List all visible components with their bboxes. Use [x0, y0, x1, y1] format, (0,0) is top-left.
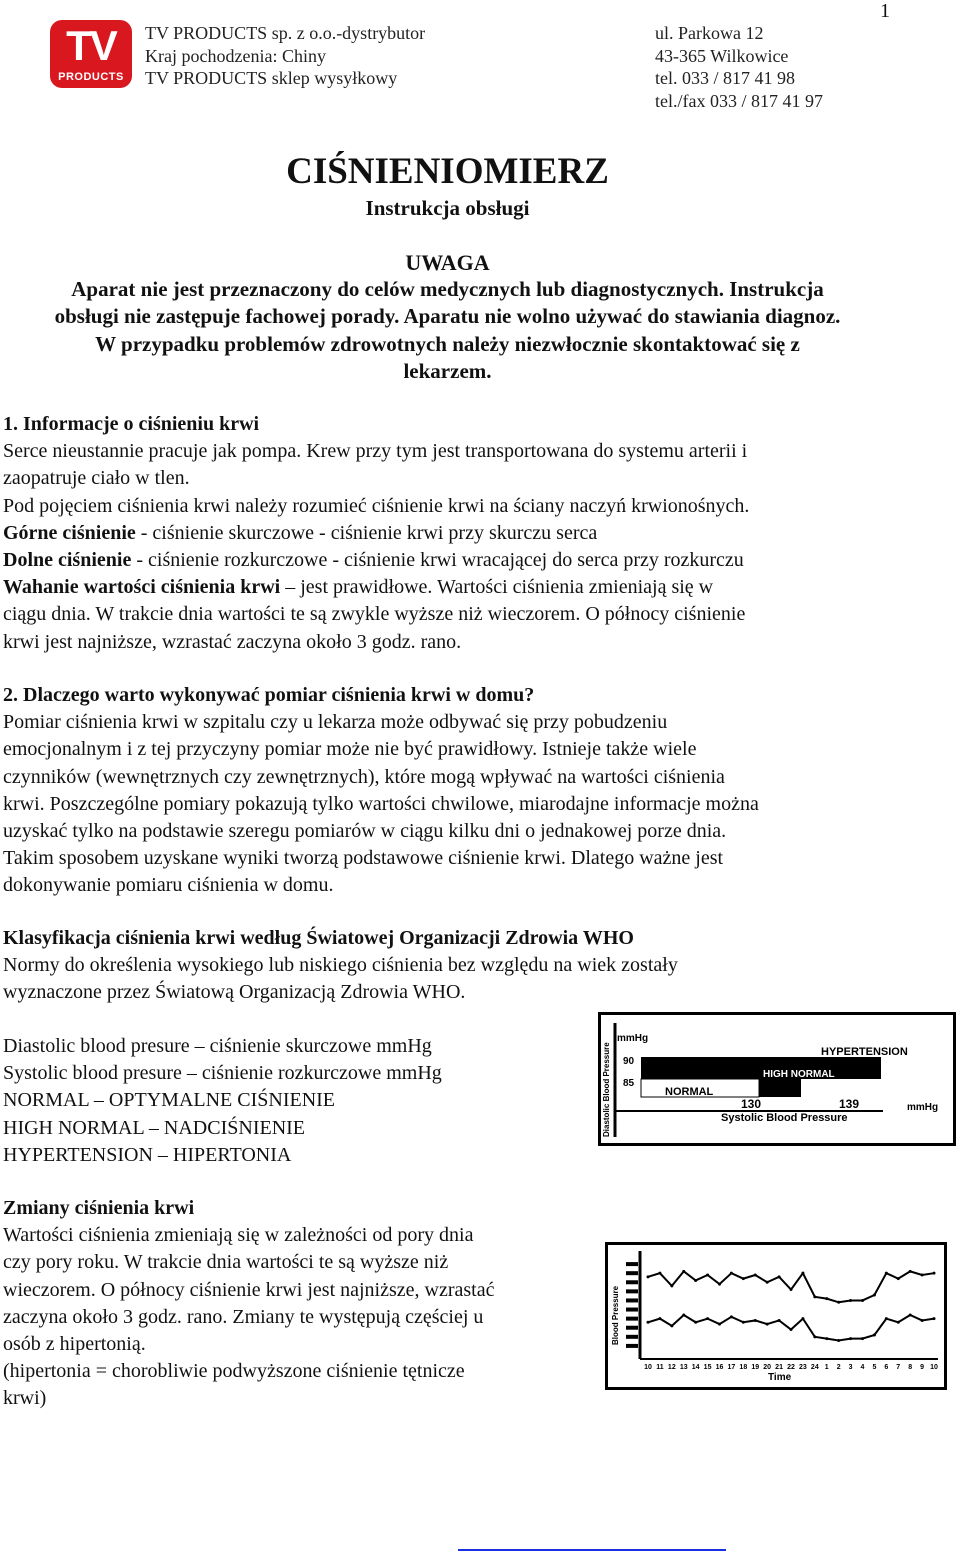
section-why-measure	[3, 682, 891, 900]
daily-chart-point	[778, 1319, 781, 1322]
paragraph-line: czy pory roku. W trakcie dnia wartości te są wyższe niż	[3, 1251, 449, 1274]
paragraph-line: czynników (wewnętrznych czy zewnętrznych), które mogą wpływać na wartości ciśnienia	[3, 765, 725, 788]
daily-chart-xtick-label: 21	[775, 1364, 783, 1371]
daily-chart-ytick-mark	[626, 1262, 638, 1266]
daily-chart-ytick-mark	[626, 1298, 638, 1302]
header-company-line: TV PRODUCTS sp. z o.o.-dystrybutor	[145, 23, 426, 43]
section-heading: Zmiany ciśnienia krwi	[3, 1197, 195, 1219]
term-upper-pressure: Górne ciśnienie	[3, 521, 136, 544]
definition-fluctuation	[3, 574, 891, 601]
paragraph-line: Serce nieustannie pracuje jak pompa. Krew przy tym jest transportowana do systemu arterii i	[3, 440, 748, 463]
warning-line: Aparat nie jest przeznaczony do celów medycznych lub diagnostycznych. Instrukcja	[71, 277, 824, 302]
daily-chart-point	[897, 1321, 900, 1324]
term-fluctuation: Wahanie wartości ciśnienia krwi	[3, 576, 281, 599]
daily-chart-point	[778, 1275, 781, 1278]
daily-chart-point	[909, 1314, 912, 1317]
daily-chart-yticks	[626, 1262, 638, 1348]
who-chart-xlabel: Systolic Blood Pressure	[721, 1112, 848, 1124]
daily-chart-point	[670, 1324, 673, 1327]
section-heading: Klasyfikacja ciśnienia krwi według Światowej Organizacji Zdrowia WHO	[3, 927, 634, 949]
daily-chart-series-line-1	[648, 1271, 934, 1302]
daily-chart-xtick-label: 24	[810, 1364, 819, 1371]
who-classification-chart	[598, 1012, 956, 1146]
paragraph-line: osób z hipertonią.	[3, 1333, 146, 1356]
region-hypertension-band	[641, 1057, 881, 1065]
document-title: CIŚNIENIOMIERZ	[286, 151, 609, 192]
paragraph-line: krwi. Poszczególne pomiary pokazują tylko wartości chwilowe, miarodajne informacje można	[3, 792, 759, 815]
definition-text: - ciśnienie skurczowe - ciśnienie krwi przy skurczu serca	[135, 521, 598, 544]
daily-variation-chart	[605, 1242, 947, 1390]
daily-chart-xtick-label: 7	[896, 1364, 901, 1371]
daily-chart-ytick-mark	[626, 1326, 638, 1330]
daily-chart-point	[909, 1270, 912, 1273]
daily-chart-xtick-label: 19	[751, 1364, 760, 1371]
legend-line: Diastolic blood presure – ciśnienie skurczowe mmHg	[3, 1035, 432, 1057]
daily-chart-ytick-mark	[626, 1271, 638, 1275]
daily-chart-xtick-label: 10	[930, 1364, 938, 1371]
daily-chart-point	[849, 1299, 852, 1302]
daily-chart-point	[921, 1319, 924, 1322]
daily-chart-point	[933, 1317, 936, 1320]
daily-chart-xtick-label: 14	[691, 1364, 700, 1371]
daily-chart-xtick-label: 10	[644, 1364, 652, 1371]
legend-line: HIGH NORMAL – NADCIŚNIENIE	[3, 1116, 306, 1139]
daily-chart-point	[825, 1337, 828, 1340]
definition-text: - ciśnienie rozkurczowe - ciśnienie krwi wracającej do serca przy rozkurczu	[131, 549, 744, 572]
daily-chart-xtick-label: 16	[715, 1364, 724, 1371]
footer-divider	[458, 1549, 726, 1551]
label-high-normal: HIGH NORMAL	[763, 1069, 835, 1080]
daily-chart-point	[647, 1321, 650, 1324]
definition-text: – jest prawidłowe. Wartości ciśnienia zmieniają się w	[280, 576, 714, 599]
daily-chart-point	[742, 1277, 745, 1280]
daily-chart-xticks	[644, 1364, 938, 1371]
who-chart-ytick: 85	[623, 1078, 635, 1089]
daily-chart-point	[694, 1321, 697, 1324]
warning-label: UWAGA	[405, 250, 490, 275]
header-address-line: tel. 033 / 817 41 98	[655, 68, 795, 88]
header-company	[145, 22, 425, 90]
daily-chart-ytick-mark	[626, 1317, 638, 1321]
daily-chart-point	[670, 1284, 673, 1287]
who-chart-xunit: mmHg	[907, 1102, 939, 1113]
daily-chart-point	[754, 1319, 757, 1322]
daily-chart-point	[718, 1283, 721, 1286]
daily-chart-point	[801, 1317, 804, 1320]
daily-chart-xtick-label: 1	[824, 1364, 829, 1371]
paragraph-line: wieczorem. O północy ciśnienie krwi jest najniższe, wzrastać	[3, 1278, 495, 1301]
daily-chart-point	[813, 1295, 816, 1298]
daily-chart-xtick-label: 15	[703, 1364, 712, 1371]
daily-chart-xtick-label: 6	[884, 1364, 889, 1371]
tv-products-logo	[50, 20, 132, 88]
label-hypertension: HYPERTENSION	[821, 1046, 908, 1058]
header-address-line: 43-365 Wilkowice	[655, 45, 789, 66]
paragraph-line: Pod pojęciem ciśnienia krwi należy rozumieć ciśnienie krwi na ściany naczyń krwionośnych.	[3, 494, 750, 517]
definition-lower-pressure	[3, 547, 891, 574]
header-company-line: Kraj pochodzenia: Chiny	[145, 45, 326, 66]
paragraph-line: Wartości ciśnienia zmieniają się w zależności od pory dnia	[3, 1224, 474, 1247]
daily-chart-xtick-label: 23	[799, 1364, 807, 1371]
daily-chart-point	[921, 1274, 924, 1277]
header-company-line: TV PRODUCTS sklep wysyłkowy	[145, 68, 398, 88]
daily-chart-point	[718, 1323, 721, 1326]
document-subtitle: Instrukcja obsługi	[365, 196, 530, 220]
daily-chart-point	[682, 1270, 685, 1273]
daily-chart-point	[647, 1275, 650, 1278]
daily-chart-xtick-label: 4	[860, 1364, 865, 1371]
note-line: (hipertonia = chorobliwie podwyższone ciśnienie tętnicze	[3, 1360, 465, 1383]
daily-chart-point	[837, 1339, 840, 1342]
warning-line: obsługi nie zastępuje fachowej porady. Aparatu nie wolno używać do stawiania diagnoz.	[54, 304, 841, 329]
section-who-classification	[3, 925, 891, 1007]
section-heading: 2. Dlaczego warto wykonywać pomiar ciśnienia krwi w domu?	[3, 684, 535, 706]
daily-chart-point	[766, 1323, 769, 1326]
daily-chart-xtick-label: 2	[836, 1364, 841, 1371]
daily-chart-point	[861, 1337, 864, 1340]
paragraph-line: zaczyna około 3 godz. rano. Zmiany te występują częściej u	[3, 1305, 484, 1328]
daily-chart-point	[849, 1337, 852, 1340]
daily-chart-point	[885, 1317, 888, 1320]
who-chart-xtick: 139	[839, 1097, 860, 1111]
daily-chart-xtick-label: 11	[656, 1364, 664, 1371]
header-address	[655, 22, 823, 112]
term-lower-pressure: Dolne ciśnienie	[3, 549, 132, 572]
logo-text-products: PRODUCTS	[58, 71, 124, 83]
paragraph-line: emocjonalnym i z tej przyczyny pomiar może nie być prawidłowy. Istnieje także wiele	[3, 738, 697, 761]
daily-chart-xtick-label: 8	[908, 1364, 913, 1371]
daily-chart-point	[837, 1301, 840, 1304]
daily-chart-point	[790, 1328, 793, 1331]
who-chart-xtick: 130	[741, 1097, 762, 1111]
region-high-normal	[641, 1065, 881, 1079]
who-chart-svg	[601, 1015, 953, 1143]
daily-chart-point	[658, 1317, 661, 1320]
paragraph-line: zaopatruje ciało w tlen.	[3, 467, 190, 490]
daily-chart-xtick-label: 3	[848, 1364, 853, 1371]
daily-chart-point	[742, 1321, 745, 1324]
legend-line: HYPERTENSION – HIPERTONIA	[3, 1143, 292, 1166]
daily-chart-point	[730, 1315, 733, 1318]
daily-chart-ytick-mark	[626, 1335, 638, 1339]
header-address-line: tel./fax 033 / 817 41 97	[655, 90, 823, 111]
daily-chart-point	[658, 1272, 661, 1275]
daily-chart-xtick-label: 20	[763, 1364, 772, 1371]
page-number: 1	[880, 0, 890, 22]
daily-chart-point	[801, 1272, 804, 1275]
daily-chart-ylabel: Blood Pressure	[611, 1285, 620, 1345]
who-chart-ytick: 90	[623, 1056, 635, 1067]
label-normal: NORMAL	[665, 1086, 714, 1098]
paragraph-line: ciągu dnia. W trakcie dnia wartości te są zwykle wyższe niż wieczorem. O północy ciśnienie	[3, 603, 746, 626]
daily-chart-point	[790, 1288, 793, 1291]
warning-line: lekarzem.	[403, 358, 492, 383]
daily-chart-point	[766, 1281, 769, 1284]
daily-chart-series	[647, 1270, 936, 1342]
daily-chart-point	[897, 1277, 900, 1280]
daily-chart-ytick-mark	[626, 1280, 638, 1284]
daily-chart-point	[825, 1297, 828, 1300]
daily-chart-xtick-label: 13	[679, 1364, 688, 1371]
warning-line: W przypadku problemów zdrowotnych należy niezwłocznie skontaktować się z	[95, 331, 800, 356]
paragraph-line: dokonywanie pomiaru ciśnienia w domu.	[3, 874, 334, 897]
definition-upper-pressure	[3, 520, 891, 547]
who-chart-yunit: mmHg	[617, 1033, 649, 1044]
daily-chart-point	[873, 1334, 876, 1337]
daily-chart-point	[706, 1274, 709, 1277]
daily-chart-svg	[608, 1245, 944, 1387]
daily-chart-point	[933, 1272, 936, 1275]
daily-chart-xtick-label: 5	[872, 1364, 877, 1371]
legend-line: Systolic blood presure – ciśnienie rozkurczowe mmHg	[3, 1062, 442, 1085]
daily-chart-point	[861, 1299, 864, 1302]
paragraph-line: Pomiar ciśnienia krwi w szpitalu czy u lekarza może odbywać się przy pobudzeniu	[3, 711, 668, 734]
section-heading: 1. Informacje o ciśnieniu krwi	[3, 413, 260, 435]
paragraph-line: Normy do określenia wysokiego lub niskiego ciśnienia bez względu na wiek zostały	[3, 954, 678, 977]
daily-chart-xtick-label: 17	[727, 1364, 736, 1371]
daily-chart-ytick-mark	[626, 1308, 638, 1312]
daily-chart-point	[706, 1317, 709, 1320]
daily-chart-xtick-label: 12	[667, 1364, 676, 1371]
paragraph-line: Takim sposobem uzyskane wyniki tworzą podstawowe ciśnienie krwi. Dlatego ważne jest	[3, 847, 724, 870]
daily-chart-point	[873, 1294, 876, 1297]
daily-chart-ytick-mark	[626, 1289, 638, 1293]
header-address-line: ul. Parkowa 12	[655, 23, 764, 43]
daily-chart-xlabel: Time	[768, 1372, 792, 1383]
daily-chart-xtick-label: 18	[739, 1364, 748, 1371]
daily-chart-xtick-label: 22	[787, 1364, 795, 1371]
paragraph-line: uzyskać tylko na podstawie szeregu pomiarów w ciągu kilku dni o jednakowej porze dnia.	[3, 820, 727, 843]
daily-chart-point	[730, 1272, 733, 1275]
daily-chart-point	[813, 1335, 816, 1338]
daily-chart-point	[694, 1279, 697, 1282]
section-blood-pressure-info	[3, 411, 891, 656]
daily-chart-point	[682, 1314, 685, 1317]
daily-chart-point	[885, 1272, 888, 1275]
section-pressure-changes	[3, 1195, 583, 1413]
legend-line: NORMAL – OPTYMALNE CIŚNIENIE	[3, 1089, 336, 1112]
daily-chart-series-line-2	[648, 1315, 934, 1340]
daily-chart-xtick-label: 9	[920, 1364, 925, 1371]
paragraph-line: krwi jest najniższe, wzrastać zaczyna około 3 godz. rano.	[3, 630, 462, 653]
who-chart-ylabel: Diastolic Blood Pressure	[602, 1042, 611, 1137]
chart-legend-text	[3, 1033, 583, 1169]
paragraph-line: wyznaczone przez Światową Organizacją Zdrowia WHO.	[3, 981, 466, 1004]
daily-chart-point	[754, 1274, 757, 1277]
warning-box	[0, 249, 895, 385]
note-line: krwi)	[3, 1387, 47, 1410]
daily-chart-ytick-mark	[626, 1344, 638, 1348]
logo-text-tv: TV	[66, 22, 116, 69]
